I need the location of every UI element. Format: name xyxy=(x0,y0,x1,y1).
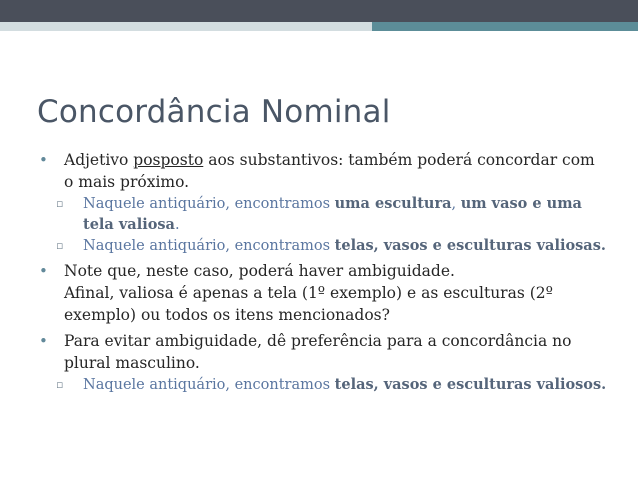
example-text: Naquele antiquário, encontramos xyxy=(83,238,335,254)
example-emphasis: uma tela valiosa xyxy=(83,195,582,233)
example-emphasis: e xyxy=(427,376,447,393)
example-emphasis: esculturas valiosos. xyxy=(446,376,607,393)
bullet-icon: • xyxy=(39,332,48,350)
example-emphasis: telas, vasos xyxy=(334,237,428,254)
bullet-text: Afinal, valiosa é apenas a tela (1º exemplo) e as esculturas (2º exemplo) ou todos os itens mencionados? xyxy=(64,284,553,324)
bullet-text: Note que, neste caso, poderá haver ambiguidade. xyxy=(64,261,455,280)
sub-bullet-icon: ▫ xyxy=(56,239,64,252)
example-text: Naquele antiquário, encontramos xyxy=(83,377,335,393)
bullet-icon: • xyxy=(39,151,48,169)
sub-bullet-example-3 xyxy=(37,375,607,396)
bullet-text: Para evitar ambiguidade, dê preferência para a concordância no plural masculino. xyxy=(64,332,572,372)
example-emphasis: telas, vasos xyxy=(334,376,428,393)
top-accent-bar xyxy=(372,22,638,31)
example-emphasis: um vaso xyxy=(460,195,528,212)
example-text: . xyxy=(174,216,180,233)
bullet-icon: • xyxy=(39,261,48,280)
example-text: Naquele antiquário, encontramos xyxy=(83,196,335,212)
bullet-evitar-ambiguidade xyxy=(37,331,607,374)
bullet-adjetivo-posposto xyxy=(37,150,607,193)
slide-body xyxy=(37,150,607,396)
underlined-term: posposto xyxy=(133,151,204,169)
sub-bullet-example-2 xyxy=(37,236,607,257)
example-emphasis: e xyxy=(427,237,447,254)
top-light-bar xyxy=(0,22,372,31)
bullet-ambiguidade xyxy=(37,261,607,327)
top-dark-bar xyxy=(0,0,638,22)
example-emphasis: uma escultura xyxy=(334,195,452,212)
example-emphasis: esculturas valiosas. xyxy=(446,237,606,254)
example-emphasis: e xyxy=(527,195,547,212)
slide-title: Concordância Nominal xyxy=(37,94,391,130)
bullet-text: aos substantivos: também poderá concordar com o mais próximo. xyxy=(64,151,595,191)
example-text: , xyxy=(451,196,461,212)
sub-bullet-icon: ▫ xyxy=(56,197,64,210)
sub-bullet-icon: ▫ xyxy=(56,378,64,391)
bullet-text: Adjetivo xyxy=(64,151,134,169)
sub-bullet-example-1 xyxy=(37,194,607,235)
